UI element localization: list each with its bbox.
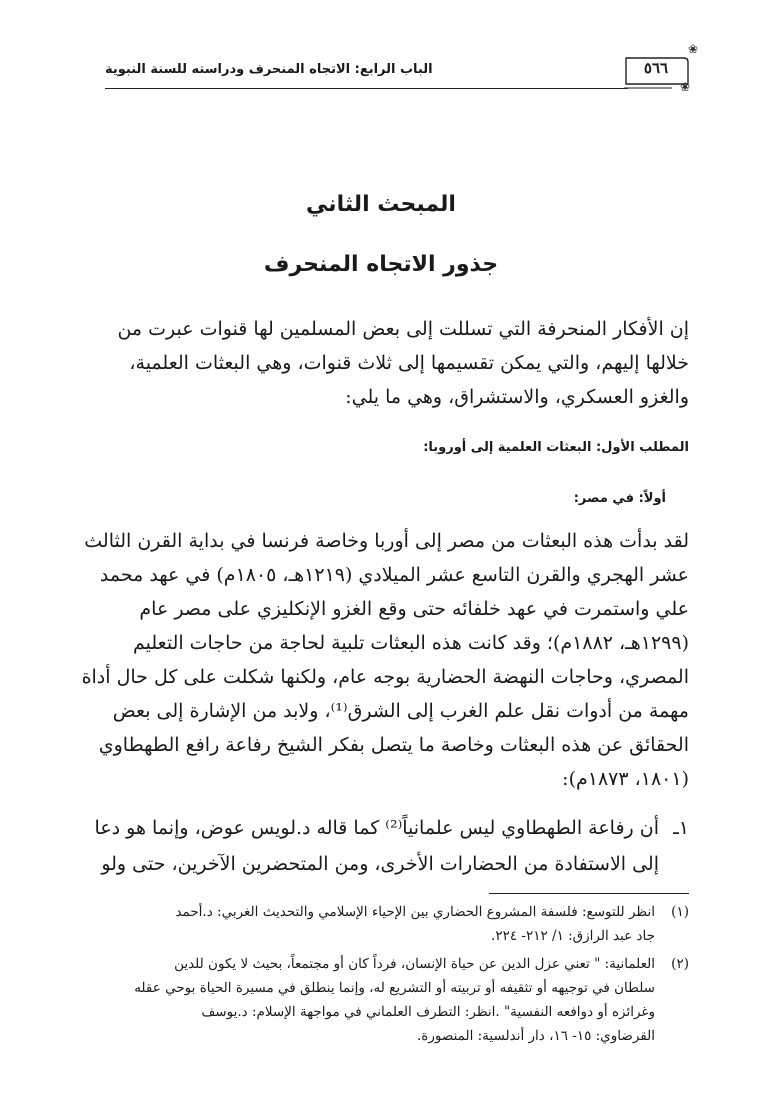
paragraph-line: (١٨٠١، ١٨٧٣م): — [562, 768, 689, 790]
floral-ornament-icon: ❀ — [687, 42, 698, 56]
page-header — [55, 42, 698, 96]
footnote — [71, 952, 689, 1048]
intro-paragraph — [71, 312, 689, 414]
floral-ornament-icon: ❀ — [679, 80, 690, 94]
footnote-line: وغرائزه أو دوافعه النفسية" .انظر: التطرف العلماني في مواجهة الإسلام: د.يوسف — [201, 1004, 655, 1020]
paragraph-line: علي واستمرت في عهد خلفائه حتى وقع الغزو الإنكليزي على مصر عام — [139, 598, 689, 620]
body-paragraph — [71, 524, 689, 796]
paragraph-line: المصري، وحاجات النهضة الحضارية بوجه عام، ولكنها شكلت على كل حال أداة — [81, 666, 689, 688]
paragraph-line: الحقائق عن هذه البعثات وخاصة ما يتصل بفكر الشيخ رفاعة رافع الطهطاوي — [98, 734, 689, 756]
list-line: إلى الاستفادة من الحضارات الأخرى، ومن المتحضرين الآخرين، حتى ولو — [101, 853, 659, 875]
list-number: ١ـ — [673, 817, 689, 839]
paragraph-line: مهمة من أدوات نقل علم الغرب إلى الشرق⁽¹⁾، ولابد من الإشارة إلى بعض — [112, 700, 689, 722]
list-line: أن رفاعة الطهطاوي ليس علمانياً⁽²⁾ كما قاله د.لويس عوض، وإنما هو دعا — [94, 817, 659, 839]
footnote-line: انظر للتوسع: فلسفة المشروع الحضاري بين الإحياء الإسلامي والتحديث الغربي: د.أحمد — [175, 904, 655, 920]
footnote-number: (٢) — [671, 956, 689, 972]
subsection-heading: المطلب الأول: البعثات العلمية إلى أوروبا: — [423, 440, 689, 455]
footnote-line: العلمانية: " تعني عزل الدين عن حياة الإنسان، فرداً كان أو مجتمعاً، بحيث لا يكون للدين — [174, 956, 655, 972]
point-heading: أولاً: في مصر: — [573, 491, 666, 506]
footnote-line: سلطان في توجيهه أو تثقيفه أو تربيته أو التشريع له، وإنما ينطلق في مسيرة الحياة بوحي عقله — [134, 980, 655, 996]
footnote-rule — [489, 893, 689, 894]
footnote-number: (١) — [671, 904, 689, 920]
running-title: الباب الرابع: الاتجاه المنحرف ودراسته للسنة النبوية — [105, 62, 433, 77]
paragraph-line: عشر الهجري والقرن التاسع عشر الميلادي (١٢١٩هـ، ١٨٠٥م) في عهد محمد — [99, 564, 689, 586]
chapter-heading: جذور الاتجاه المنحرف — [263, 252, 499, 277]
paragraph-line: لقد بدأت هذه البعثات من مصر إلى أوربا وخاصة فرنسا في بداية القرن الثالث — [84, 530, 689, 552]
paragraph-line: إن الأفكار المنحرفة التي تسللت إلى بعض المسلمين لها قنوات عبرت من — [117, 318, 689, 340]
list-item — [71, 810, 689, 882]
paragraph-line: والغزو العسكري، والاستشراق، وهي ما يلي: — [345, 386, 689, 408]
footnote-line: جاد عبد الرازق: ١/ ٢١٢- ٢٢٤. — [491, 928, 655, 944]
footnotes — [71, 900, 689, 1048]
paragraph-line: خلالها إليهم، والتي يمكن تقسيمها إلى ثلاث قنوات، وهي البعثات العلمية، — [129, 352, 689, 374]
paragraph-line: (١٢٩٩هـ، ١٨٨٢م)؛ وقد كانت هذه البعثات تلبية لحاجة من حاجات التعليم — [133, 632, 689, 654]
header-rule — [105, 88, 628, 89]
footnote-line: القرضاوي: ١٥- ١٦، دار أندلسية: المنصورة. — [417, 1028, 655, 1044]
page-number: ٥٦٦ — [643, 59, 669, 77]
footnote — [71, 900, 689, 948]
section-heading: المبحث الثاني — [306, 192, 456, 217]
